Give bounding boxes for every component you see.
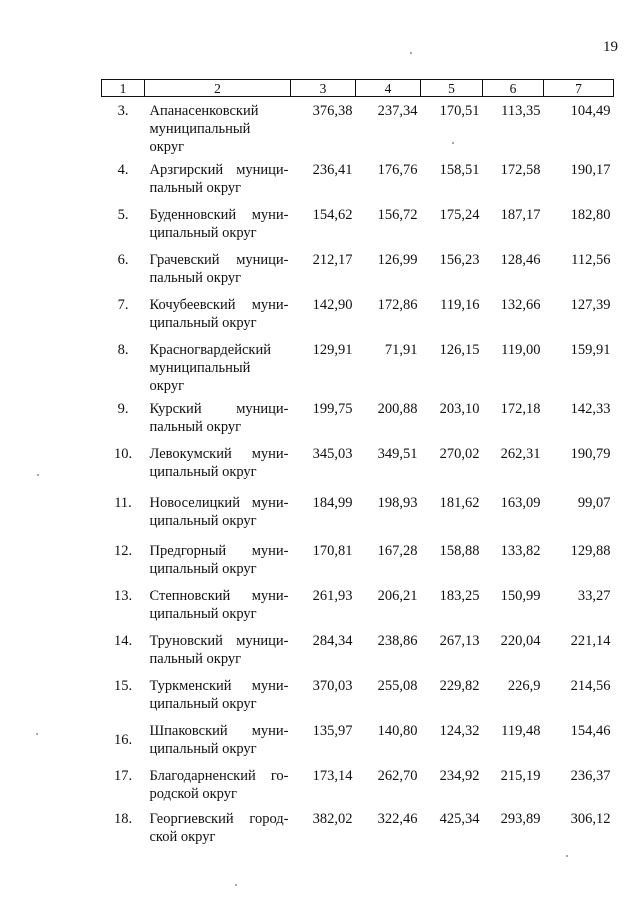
table-row (102, 762, 614, 805)
table-row (102, 201, 614, 246)
row-number: 18. (113, 811, 133, 827)
value-col-6: 226,9 (507, 678, 541, 694)
district-name: Левокумский муни-ципальный округ (149, 446, 289, 480)
district-name: Кочубеевский муни-ципальный округ (149, 297, 289, 331)
value-col-6: 150,99 (500, 588, 541, 604)
value-col-3: 142,90 (312, 297, 353, 313)
district-name: Арзгирский муници-пальный округ (149, 162, 289, 196)
value-col-6: 262,31 (500, 446, 541, 462)
district-name: Благодарненский го-родской округ (149, 768, 289, 802)
value-col-5: 124,32 (439, 723, 480, 739)
value-col-7: 190,79 (570, 446, 611, 462)
value-col-3: 382,02 (312, 811, 353, 827)
district-name: Новоселицкий муни-ципальный округ (149, 495, 289, 529)
row-number: 17. (113, 768, 133, 784)
value-col-3: 135,97 (312, 723, 353, 739)
table-row (102, 537, 614, 582)
header-cell-1: 1 (102, 80, 145, 97)
row-number: 7. (117, 297, 129, 313)
value-col-3: 345,03 (312, 446, 353, 462)
row-number: 15. (113, 678, 133, 694)
value-col-5: 170,51 (439, 103, 480, 119)
row-number: 16. (113, 732, 133, 748)
district-name: Красногвардейский муниципальный округ (149, 342, 271, 394)
value-col-4: 176,76 (377, 162, 418, 178)
value-col-4: 71,91 (384, 342, 418, 358)
value-col-6: 163,09 (500, 495, 541, 511)
header-cell-5: 5 (421, 80, 483, 97)
value-col-3: 212,17 (312, 252, 353, 268)
value-col-4: 156,72 (377, 207, 418, 223)
scan-speck (235, 884, 237, 886)
value-col-6: 187,17 (500, 207, 541, 223)
district-name: Степновский муни-ципальный округ (149, 588, 289, 622)
table-row (102, 97, 614, 157)
value-col-3: 173,14 (312, 768, 353, 784)
header-cell-2: 2 (145, 80, 291, 97)
scan-speck (37, 474, 39, 476)
table-row (102, 805, 614, 852)
value-col-5: 203,10 (439, 401, 480, 417)
value-col-4: 255,08 (377, 678, 418, 694)
value-col-6: 128,46 (500, 252, 541, 268)
value-col-3: 199,75 (312, 401, 353, 417)
value-col-4: 167,28 (377, 543, 418, 559)
value-col-7: 236,37 (570, 768, 611, 784)
district-name: Труновский муници-пальный округ (149, 633, 289, 667)
value-col-5: 270,02 (439, 446, 480, 462)
district-name: Туркменский муни-ципальный округ (149, 678, 289, 712)
value-col-7: 99,07 (577, 495, 611, 511)
value-col-3: 261,93 (312, 588, 353, 604)
district-name: Буденновский муни-ципальный округ (149, 207, 289, 241)
row-number: 11. (114, 495, 132, 511)
value-col-4: 262,70 (377, 768, 418, 784)
value-col-3: 184,99 (312, 495, 353, 511)
header-cell-4: 4 (356, 80, 421, 97)
value-col-4: 349,51 (377, 446, 418, 462)
value-col-4: 200,88 (377, 401, 418, 417)
row-number: 9. (117, 401, 129, 417)
district-name: Георгиевский город-ской округ (149, 811, 289, 845)
data-table (101, 79, 614, 852)
value-col-7: 306,12 (570, 811, 611, 827)
table-header (102, 80, 614, 97)
row-number: 6. (117, 252, 129, 268)
district-name: Шпаковский муни-ципальный округ (149, 723, 289, 757)
value-col-3: 236,41 (312, 162, 353, 178)
table-row (102, 627, 614, 672)
value-col-7: 190,17 (570, 162, 611, 178)
scan-speck (410, 52, 412, 54)
value-col-4: 198,93 (377, 495, 418, 511)
district-name: Курский муници-пальный округ (149, 401, 289, 435)
scan-speck (36, 733, 38, 735)
table-row (102, 672, 614, 717)
value-col-4: 238,86 (377, 633, 418, 649)
value-col-4: 140,80 (377, 723, 418, 739)
table-row (102, 336, 614, 395)
row-number: 10. (113, 446, 133, 462)
table-row (102, 440, 614, 489)
row-number: 14. (113, 633, 133, 649)
value-col-6: 132,66 (500, 297, 541, 313)
value-col-5: 126,15 (439, 342, 480, 358)
value-col-4: 172,86 (377, 297, 418, 313)
header-cell-3: 3 (291, 80, 356, 97)
value-col-5: 158,88 (439, 543, 480, 559)
value-col-7: 142,33 (570, 401, 611, 417)
value-col-5: 175,24 (439, 207, 480, 223)
value-col-4: 126,99 (377, 252, 418, 268)
row-number: 4. (117, 162, 129, 178)
value-col-6: 119,00 (501, 342, 541, 358)
value-col-7: 33,27 (577, 588, 611, 604)
value-col-7: 127,39 (570, 297, 611, 313)
value-col-3: 376,38 (312, 103, 353, 119)
district-name: Предгорный муни-ципальный округ (149, 543, 289, 577)
page-number: 19 (603, 39, 618, 55)
value-col-6: 172,58 (500, 162, 541, 178)
table-row (102, 395, 614, 440)
value-col-5: 183,25 (439, 588, 480, 604)
value-col-6: 133,82 (500, 543, 541, 559)
value-col-5: 425,34 (439, 811, 480, 827)
value-col-3: 370,03 (312, 678, 353, 694)
value-col-5: 267,13 (439, 633, 480, 649)
value-col-5: 181,62 (439, 495, 480, 511)
value-col-7: 112,56 (571, 252, 611, 268)
value-col-5: 119,16 (440, 297, 480, 313)
value-col-3: 284,34 (312, 633, 353, 649)
value-col-3: 154,62 (312, 207, 353, 223)
district-name: Апанасенковский муниципальный округ (149, 103, 259, 155)
header-cell-6: 6 (483, 80, 544, 97)
table-row (102, 582, 614, 627)
value-col-6: 215,19 (500, 768, 541, 784)
value-col-4: 206,21 (377, 588, 418, 604)
row-number: 12. (113, 543, 133, 559)
table-row (102, 156, 614, 201)
value-col-7: 159,91 (570, 342, 611, 358)
value-col-7: 104,49 (570, 103, 611, 119)
value-col-3: 170,81 (312, 543, 353, 559)
table-row (102, 489, 614, 537)
value-col-6: 172,18 (500, 401, 541, 417)
row-number: 5. (117, 207, 129, 223)
value-col-3: 129,91 (312, 342, 353, 358)
row-number: 13. (113, 588, 133, 604)
scan-speck (452, 142, 454, 144)
value-col-7: 221,14 (570, 633, 611, 649)
table-row (102, 717, 614, 762)
value-col-6: 119,48 (501, 723, 541, 739)
table-row (102, 291, 614, 336)
value-col-4: 237,34 (377, 103, 418, 119)
scan-speck (566, 855, 568, 857)
value-col-6: 220,04 (500, 633, 541, 649)
value-col-7: 182,80 (570, 207, 611, 223)
row-number: 8. (117, 342, 129, 358)
value-col-7: 154,46 (570, 723, 611, 739)
value-col-7: 214,56 (570, 678, 611, 694)
value-col-5: 156,23 (439, 252, 480, 268)
value-col-5: 158,51 (439, 162, 480, 178)
row-number: 3. (117, 103, 129, 119)
value-col-5: 229,82 (439, 678, 480, 694)
value-col-7: 129,88 (570, 543, 611, 559)
table-row (102, 246, 614, 291)
header-cell-7: 7 (544, 80, 614, 97)
value-col-6: 293,89 (500, 811, 541, 827)
value-col-6: 113,35 (501, 103, 541, 119)
table-body (102, 97, 614, 853)
district-name: Грачевский муници-пальный округ (149, 252, 289, 286)
value-col-5: 234,92 (439, 768, 480, 784)
value-col-4: 322,46 (377, 811, 418, 827)
